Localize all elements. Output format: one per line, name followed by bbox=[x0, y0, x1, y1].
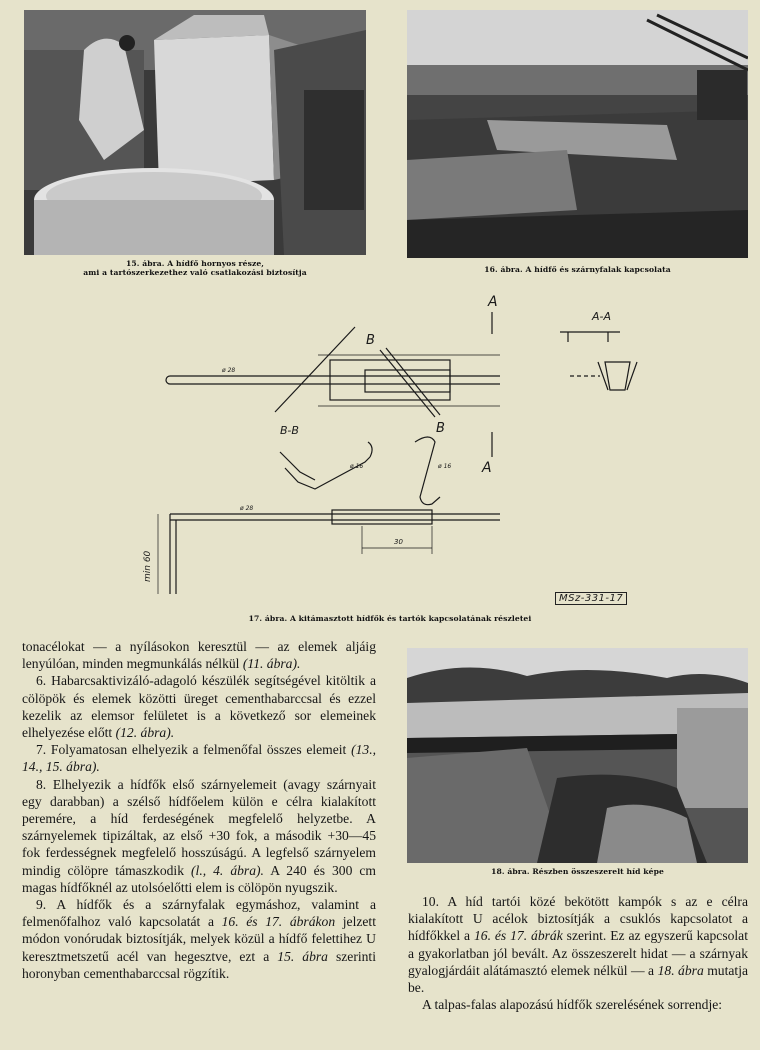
dim-min60: min 60 bbox=[143, 550, 153, 582]
paragraph-sequence-intro: A talpas-falas alapozású hídfők szerelésének sorrendje: bbox=[422, 997, 723, 1013]
right-text-column bbox=[408, 893, 748, 1013]
figure-16-caption: 16. ábra. A hídfő és szárnyfalak kapcsolata bbox=[484, 265, 671, 274]
dim-30: 30 bbox=[394, 538, 403, 546]
label-a-top: A bbox=[488, 294, 498, 310]
dim-28-top: ø 28 bbox=[222, 367, 236, 374]
paragraph-9: 9. A hídfők és a szárnyfalak egymáshoz, valamint a felmenőfalhoz való kapcsolatát a 16. és 17. ábrákon jelzett módon vonórudak biztosítják, melyek közül a hídfő felettihez U keresztmetszetű acél van hegesztve, ezt a 15. ábra szerinti horonyban cementhabarccsal rögzítik. bbox=[22, 897, 376, 981]
label-section-aa: A-A bbox=[592, 310, 612, 323]
figure-17-caption: 17. ábra. A kitámasztott hídfők és tartók kapcsolatának részletei bbox=[248, 614, 532, 623]
figure-16-photo bbox=[407, 10, 748, 258]
dim-16: ø 16 bbox=[350, 463, 364, 470]
figure-15-photo bbox=[24, 10, 366, 255]
paragraph-5-end: tonacélokat — a nyílásokon keresztül — az elemek aljáig lenyúlóan, minden megmunkálás nélkül (11. ábra). bbox=[22, 639, 376, 672]
paragraph-6: 6. Habarcsaktivizáló-adagoló készülék segítségével kitöltik a cölöpök és elemek közötti üreget cementhabarccsal és ezzel kezelik az elemsor felületet is a következő sor elemeinek elhelyezése előtt (12. ábra). bbox=[22, 673, 376, 741]
figure-15-caption: 15. ábra. A hídfő hornyos része, ami a tartószerkezethez való csatlakozási biztosítja bbox=[83, 259, 307, 277]
label-a-bottom: A bbox=[482, 460, 492, 476]
label-b-bottom: B bbox=[436, 421, 445, 436]
paragraph-7: 7. Folyamatosan elhelyezik a felmenőfal összes elemeit (13., 14., 15. ábra). bbox=[22, 742, 376, 775]
figure-18-caption: 18. ábra. Részben összeszerelt híd képe bbox=[491, 867, 664, 876]
left-text-column bbox=[22, 638, 376, 982]
figure-17-drawing bbox=[140, 292, 640, 612]
dim-16b: ø 16 bbox=[438, 463, 452, 470]
figure-17-stamp: MSz-331-17 bbox=[555, 592, 627, 605]
paragraph-10: 10. A híd tartói közé bekötött kampók s az e célra kialakított U acélok biztosítják a csuklós kapcsolatot a hídfőkkel a 16. és 17. ábrák szerint. Ez az egyszerű kapcsolat a gyakorlatban jól bevált. Az összeszerelt hidat — a szárnyak gyalogjárdáit alátámasztó elemek nélkül — a 18. ábra mutatja be. bbox=[408, 894, 749, 996]
paragraph-8: 8. Elhelyezik a hídfők első szárnyelemeit (avagy szárnyait egy darabban) a szélső hídfőelem külön e célra kialakított peremére, a híd ferdeségének megfelelő helyzetbe. A szárnyelemek tipizáltak, az első +30 fok, a második +30—45 fok ferdességnek megfelelő hosszúságú. A legfelső szárnyelem mindig cölöpre támaszkodik (l., 4. ábra). A 240 és 300 cm magas hídfőknél az utolsóelőtti elem is cölöpön nyugszik. bbox=[22, 776, 377, 895]
figure-18-photo bbox=[407, 648, 748, 863]
dim-28-bottom: ø 28 bbox=[240, 505, 254, 512]
label-section-bb: B-B bbox=[280, 424, 299, 437]
label-b-top: B bbox=[366, 333, 375, 348]
